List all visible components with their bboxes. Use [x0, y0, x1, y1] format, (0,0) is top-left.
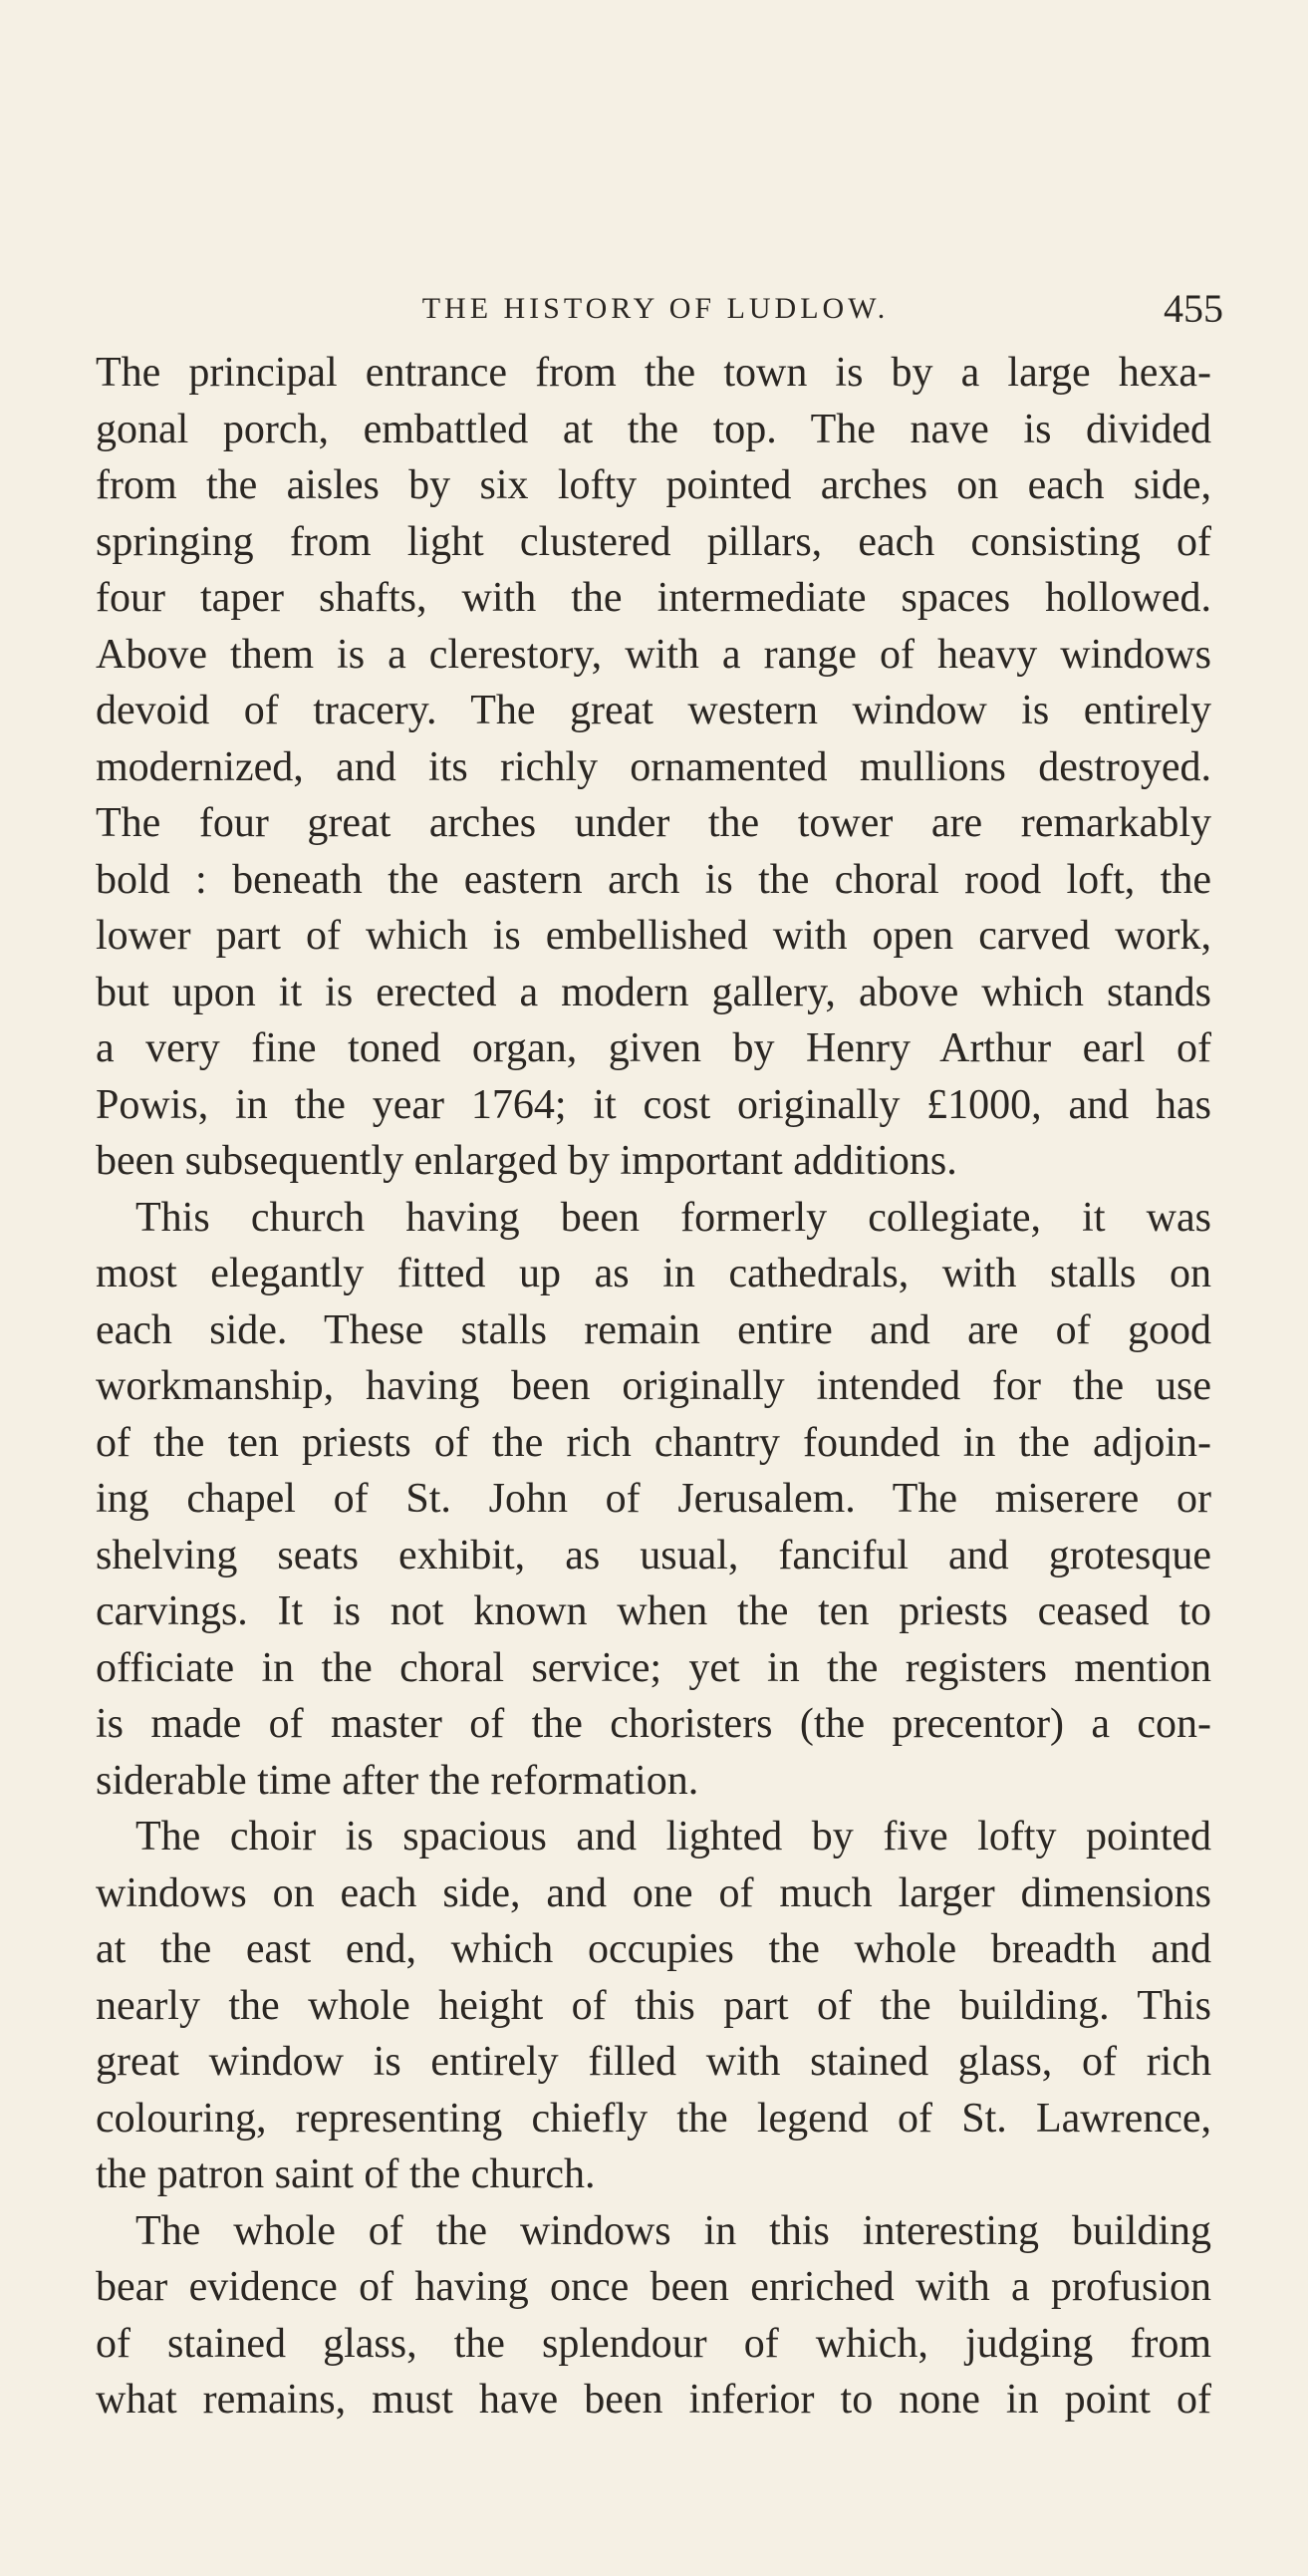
text-line: gonal porch, embattled at the top. The nave is divided	[96, 406, 1211, 452]
running-head	[88, 286, 1223, 331]
text-line: bear evidence of having once been enriched with a profusion	[96, 2264, 1211, 2310]
text-line: at the east end, which occupies the whole breadth and	[96, 1926, 1211, 1972]
body-text	[96, 345, 1211, 2429]
text-line: ing chapel of St. John of Jerusalem. The miserere or	[96, 1476, 1211, 1522]
text-line: colouring, representing chiefly the legend of St. Lawrence,	[96, 2095, 1211, 2142]
text-line: what remains, must have been inferior to none in point of	[96, 2377, 1211, 2423]
text-line: windows on each side, and one of much larger dimensions	[96, 1869, 1211, 1916]
text-line: nearly the whole height of this part of the building. This	[96, 1982, 1211, 2029]
text-line: springing from light clustered pillars, each consisting of	[96, 518, 1211, 565]
text-line: This church having been formerly collegiate, it was	[135, 1194, 1211, 1241]
text-line: bold : beneath the eastern arch is the choral rood loft, the	[96, 856, 1211, 903]
text-line: The four great arches under the tower are remarkably	[96, 800, 1211, 846]
text-line: Above them is a clerestory, with a range of heavy windows	[96, 631, 1211, 678]
text-line: from the aisles by six lofty pointed arches on each side,	[96, 462, 1211, 508]
text-line: is made of master of the choristers (the precentor) a con-	[96, 1701, 1211, 1747]
running-title: THE HISTORY OF LUDLOW.	[421, 292, 890, 325]
text-line: modernized, and its richly ornamented mullions destroyed.	[96, 743, 1211, 790]
text-line: each side. These stalls remain entire and are of good	[96, 1306, 1211, 1353]
text-line: a very fine toned organ, given by Henry Arthur earl of	[96, 1025, 1211, 1071]
text-line: devoid of tracery. The great western window is entirely	[96, 688, 1211, 733]
text-line: been subsequently enlarged by important additions.	[96, 1138, 957, 1184]
text-line: most elegantly fitted up as in cathedrals, with stalls on	[96, 1251, 1211, 1296]
text-line: The choir is spacious and lighted by five lofty pointed	[135, 1814, 1211, 1860]
text-line: workmanship, having been originally intended for the use	[96, 1363, 1211, 1409]
page-number: 455	[1164, 286, 1223, 331]
text-line: but upon it is erected a modern gallery, above which stands	[96, 969, 1211, 1015]
text-line: the patron saint of the church.	[96, 2151, 596, 2197]
text-line: shelving seats exhibit, as usual, fanciful and grotesque	[96, 1532, 1211, 1578]
text-line: officiate in the choral service; yet in the registers mention	[96, 1644, 1211, 1691]
text-line: carvings. It is not known when the ten priests ceased to	[96, 1588, 1211, 1634]
text-line: siderable time after the reformation.	[96, 1757, 699, 1804]
text-line: The whole of the windows in this interesting building	[135, 2207, 1211, 2254]
text-line: of the ten priests of the rich chantry founded in the adjoin-	[96, 1419, 1211, 1466]
text-line: lower part of which is embellished with open carved work,	[96, 913, 1211, 959]
text-line: Powis, in the year 1764; it cost originally £1000, and has	[96, 1081, 1211, 1128]
text-line: four taper shafts, with the intermediate spaces hollowed.	[96, 575, 1211, 621]
text-line: The principal entrance from the town is by a large hexa-	[96, 350, 1211, 396]
text-line: of stained glass, the splendour of which, judging from	[96, 2320, 1211, 2367]
text-line: great window is entirely filled with stained glass, of rich	[96, 2039, 1211, 2085]
